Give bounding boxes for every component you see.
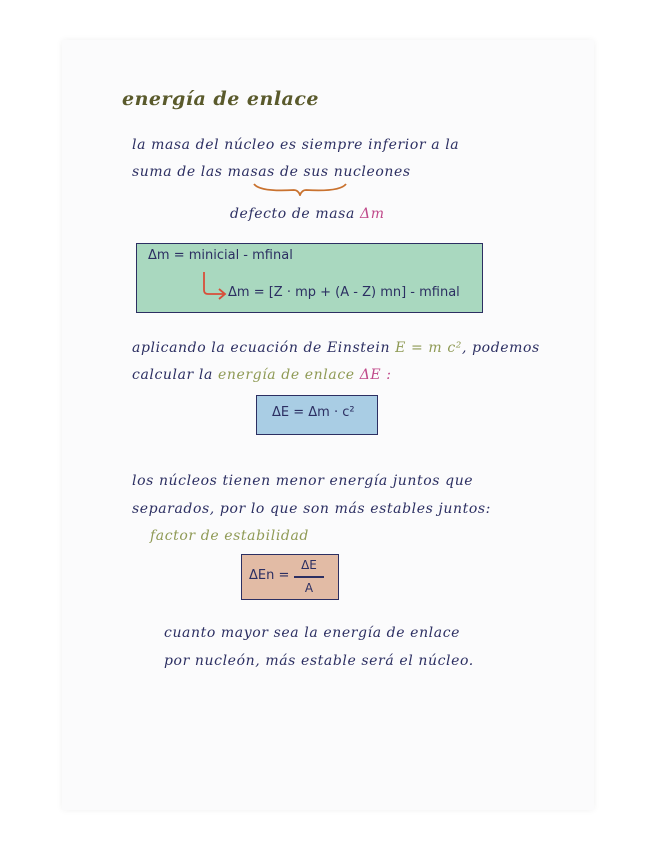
binding-energy-formula: ΔE = Δm · c² xyxy=(272,405,355,420)
page-title: energía de enlace xyxy=(122,88,320,110)
paragraph3-line2: separados, por lo que son más estables juntos: xyxy=(132,501,491,517)
binding-energy-symbol: ΔE : xyxy=(359,367,392,383)
paragraph2-end: , podemos xyxy=(462,340,540,356)
defect-label-text: defecto de masa xyxy=(230,206,355,222)
paragraph2-line1 xyxy=(132,340,540,356)
stability-numerator: ΔE xyxy=(301,558,317,572)
stability-denominator: A xyxy=(304,581,314,595)
einstein-equation: E = m c² xyxy=(395,340,462,356)
paragraph1-line1: la masa del núcleo es siempre inferior a la xyxy=(132,137,460,153)
paragraph3-line1: los núcleos tienen menor energía juntos que xyxy=(132,473,474,489)
fraction-bar xyxy=(294,576,324,578)
paragraph2-line2-text: calcular la xyxy=(132,367,213,383)
defect-label xyxy=(230,206,385,222)
paragraph1-line2: suma de las masas de sus nucleones xyxy=(132,164,411,180)
paragraph2-line2 xyxy=(132,367,392,383)
stability-lhs: ΔEn = xyxy=(249,568,290,583)
conclusion-line2: por nucleón, más estable será el núcleo. xyxy=(164,653,474,669)
mass-defect-formula: Δm = minicial - mfinal xyxy=(148,248,293,263)
defect-symbol: Δm xyxy=(359,206,385,222)
binding-energy-highlight: energía de enlace xyxy=(217,367,355,383)
mass-defect-expanded: Δm = [Z · mp + (A - Z) mn] - mfinal xyxy=(228,285,460,300)
stability-label: factor de estabilidad xyxy=(150,528,309,544)
arrow-icon xyxy=(198,270,230,300)
conclusion-line1: cuanto mayor sea la energía de enlace xyxy=(164,625,461,641)
brace-underline xyxy=(250,180,350,196)
paragraph2-text: aplicando la ecuación de Einstein xyxy=(132,340,391,356)
